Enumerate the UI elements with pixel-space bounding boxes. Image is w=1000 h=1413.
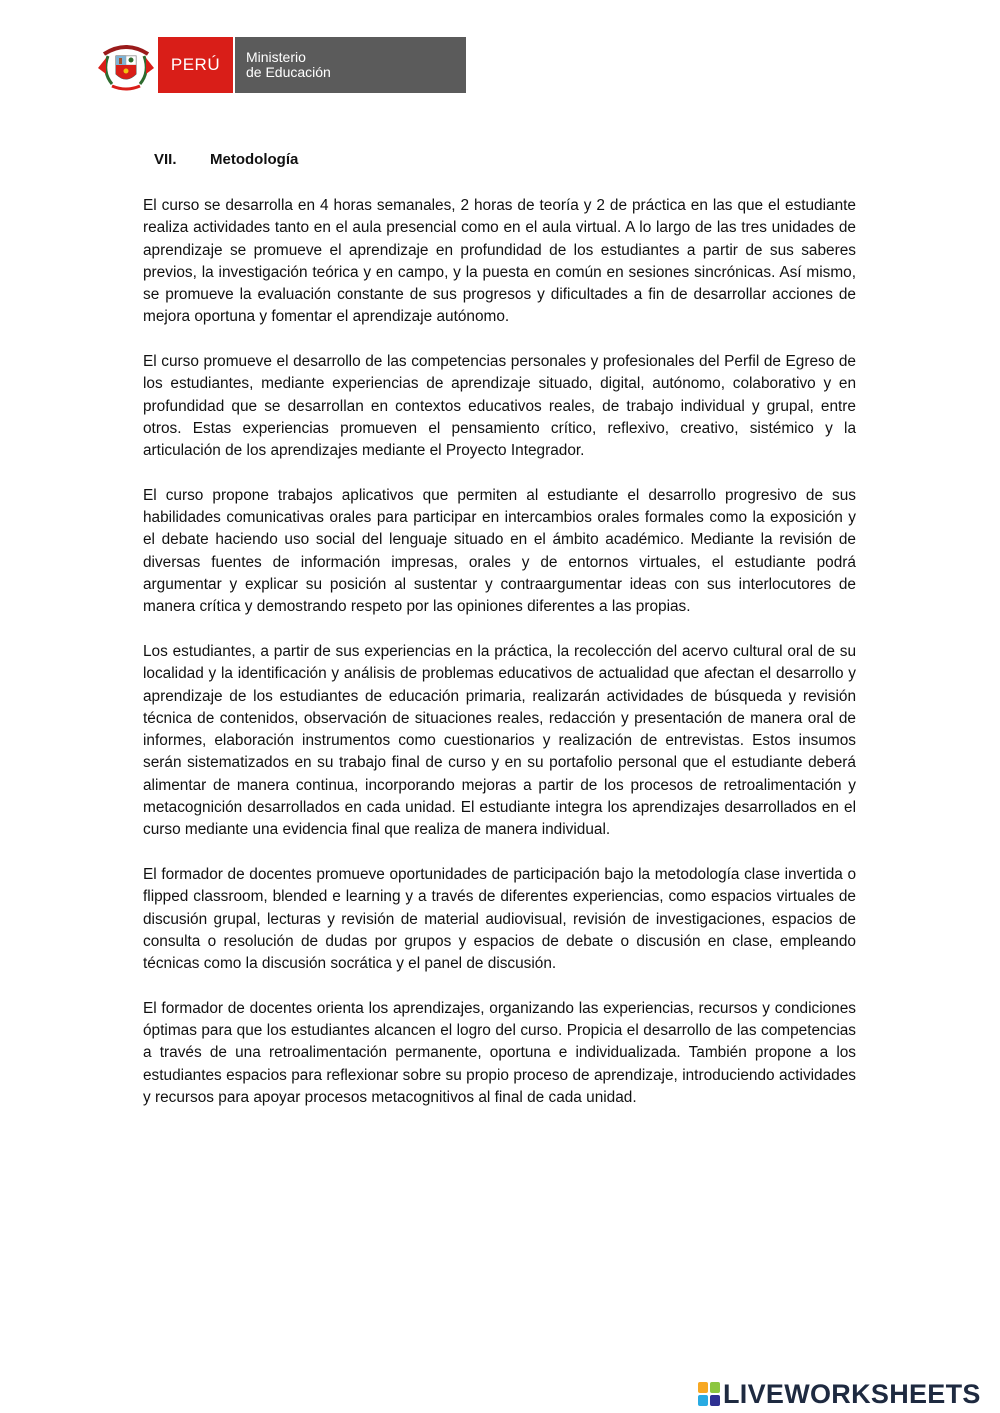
watermark-text: LIVEWORKSHEETS: [723, 1378, 981, 1409]
paragraph: Los estudiantes, a partir de sus experiencias en la práctica, la recolección del acervo cultural oral de su localidad y la identificación y análisis de problemas educativos de actualidad que afectan el desarrollo y aprendizaje de los estudiantes de educación primaria, realizarán actividades de búsqueda y revisión técnica de contenidos, observación de situaciones reales, redacción y presentación de manera oral de informes, elaboración instrumentos como cuestionarios y realización de entrevistas. Estos insumos serán sistematizados en su trabajo final de curso y en su portafolio personal que el estudiante deberá alimentar de manera continua, incorporando mejoras a partir de los procesos de retroalimentación y metacognición desarrollados en cada unidad. El estudiante integra los aprendizajes desarrollados en el curso mediante una evidencia final que realiza de manera individual.: [143, 642, 856, 839]
paragraph: El formador de docentes orienta los aprendizajes, organizando las experiencias, recursos y condiciones óptimas para que los estudiantes alcancen el logro del curso. Propicia el desarrollo de las competencias a través de una retroalimentación permanente, oportuna e individualizada. También propone a los estudiantes espacios para reflexionar sobre su propio proceso de aprendizaje, introduciendo actividades y recursos para apoyar procesos metacognitivos al final de cada unidad.: [143, 999, 856, 1106]
section-title: Metodología: [210, 151, 299, 168]
ministry-header-logo: [94, 37, 466, 93]
logo-square: [710, 1382, 720, 1393]
logo-square: [698, 1395, 708, 1406]
section-heading: [154, 151, 298, 168]
section-number: VII.: [154, 151, 177, 168]
paragraph: El curso propone trabajos aplicativos que permiten al estudiante el desarrollo progresivo de sus habilidades comunicativas orales para participar en intercambios orales formales como la exposición y el debate haciendo uso social del lenguaje situado en el ámbito académico. Mediante la revisión de diversas fuentes de información impresas, orales y de entornos virtuales, el estudiante podrá argumentar y explicar su posición al sustentar y contraargumentar ideas con sus interlocutores de manera crítica y demostrando respeto por las opiniones diferentes a las propias.: [143, 486, 856, 616]
country-label: PERÚ: [158, 37, 235, 93]
ministry-line-2: de Educación: [246, 64, 331, 80]
ministry-label: [235, 37, 466, 93]
logo-square: [710, 1395, 720, 1406]
paragraph: El formador de docentes promueve oportunidades de participación bajo la metodología clase invertida o flipped classroom, blended e learning y a través de diferentes experiencias, como espacios virtuales de discusión grupal, lecturas y revisión de material audiovisual, revisión de investigaciones, espacios de consulta o resolución de dudas por grupos y espacios de debate o discusión en clase, empleando técnicas como la discusión socrática y el panel de discusión.: [143, 865, 856, 973]
liveworksheets-logo-icon: [698, 1382, 720, 1406]
document-body: [143, 195, 856, 1131]
liveworksheets-watermark: [698, 1378, 981, 1410]
paragraph: El curso promueve el desarrollo de las competencias personales y profesionales del Perfil de Egreso de los estudiantes, mediante experiencias de aprendizaje situado, digital, autónomo, colaborativo y en profundidad que se desarrollan en contextos educativos reales, de trabajo individual y grupal, entre otros. Estas experiencias promueven el pensamiento crítico, reflexivo, creativo, sistémico y la articulación de los aprendizajes mediante el Proyecto Integrador.: [143, 353, 856, 460]
ministry-line-1: Ministerio: [246, 49, 306, 65]
crest-icon: [94, 37, 158, 93]
paragraph: El curso se desarrolla en 4 horas semanales, 2 horas de teoría y 2 de práctica en las que el estudiante realiza actividades tanto en el aula presencial como en el aula virtual. A lo largo de las tres unidades de aprendizaje se promueve el aprendizaje en profundidad de los estudiantes a partir de sus saberes previos, la investigación teórica y en campo, y la puesta en común en sesiones sincrónicas. Así mismo, se promueve la evaluación constante de sus progresos y dificultades a fin de desarrollar acciones de mejora oportuna y fomentar el aprendizaje autónomo.: [143, 197, 856, 326]
logo-square: [698, 1382, 708, 1393]
